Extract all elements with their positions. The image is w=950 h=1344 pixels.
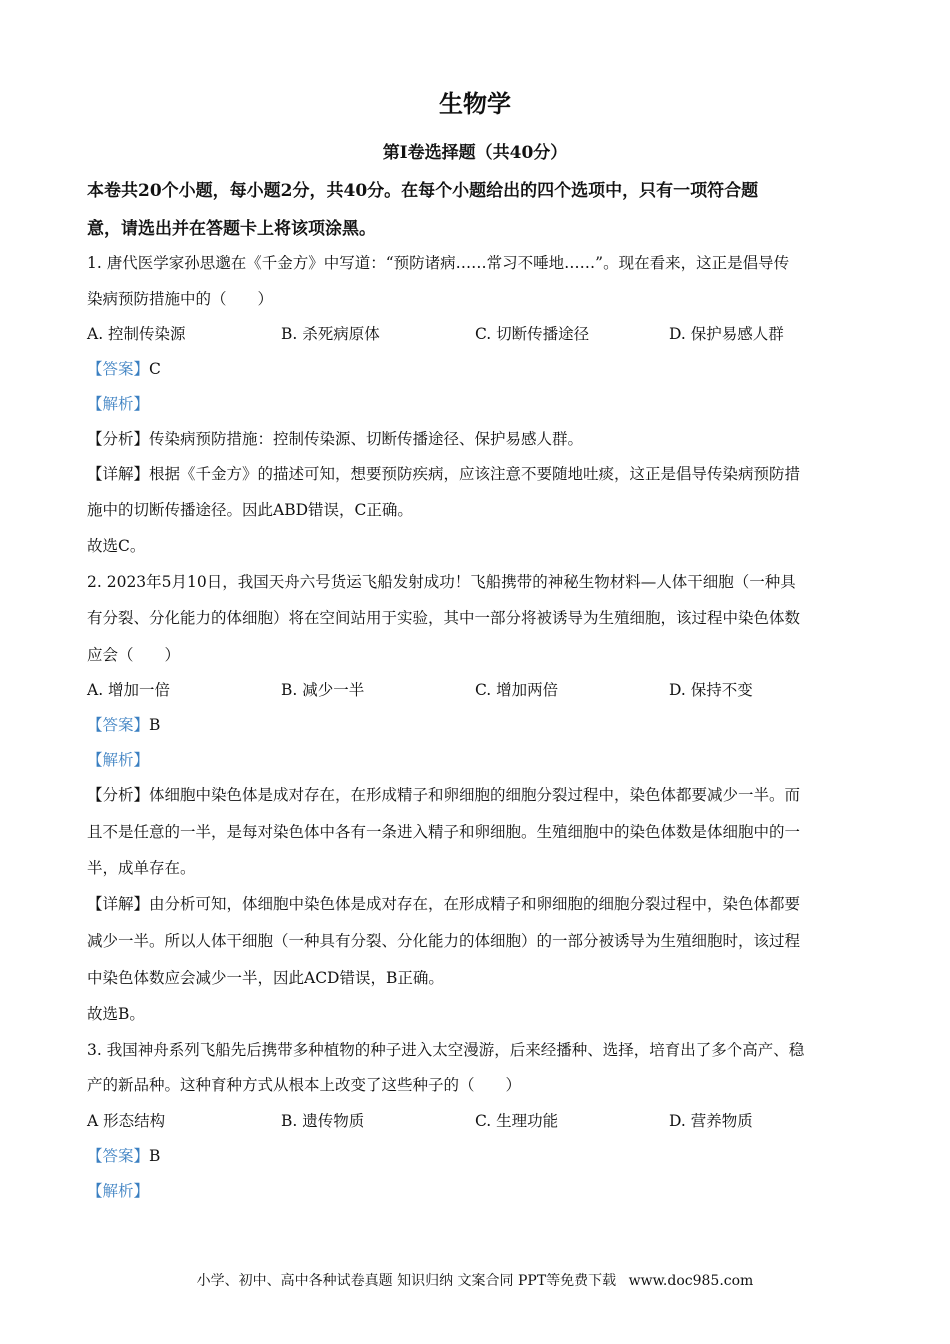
answer-tag: 【答案】 [87, 716, 150, 734]
q1-option-c: C. 切断传播途径 [475, 325, 590, 343]
q2-option-d: D. 保持不变 [669, 681, 753, 699]
q2-option-c: C. 增加两倍 [475, 681, 559, 699]
q3-jiexi [87, 1179, 149, 1201]
section-title: 第I卷选择题（共40分） [382, 143, 568, 163]
q1-analysis [87, 427, 583, 449]
footer-promo-text: 小学、初中、高中各种试卷真题 知识归纳 文案合同 PPT等免费下载 [196, 1273, 617, 1289]
answer-tag: 【答案】 [87, 360, 150, 378]
q3-option-a: A 形态结构 [87, 1112, 166, 1130]
q1-jiexi [87, 392, 149, 414]
q3-answer [87, 1144, 160, 1166]
q2-answer [87, 713, 160, 735]
q2-stem-line-3: 应会（ ） [87, 646, 181, 664]
q2-conclusion: 故选B。 [87, 1005, 145, 1023]
q1-option-d: D. 保护易感人群 [669, 325, 784, 343]
fenxi-tag: 【分析】 [87, 430, 150, 448]
q3-answer-value: B [149, 1147, 161, 1165]
q2-detail-line-3: 中染色体数应会减少一半，因此ACD错误，B正确。 [87, 969, 444, 987]
xiangjie-tag: 【详解】 [87, 465, 150, 483]
q2-analysis-line-2: 且不是任意的一半，是每对染色体中各有一条进入精子和卵细胞。生殖细胞中的染色体数是体细胞中的一 [87, 823, 801, 841]
q3-stem-line-1: 3. 我国神舟系列飞船先后携带多种植物的种子进入太空漫游，后来经播种、选择，培育出了多个高产、稳 [87, 1041, 805, 1059]
q2-analysis-line-1 [87, 783, 800, 805]
fenxi-tag: 【分析】 [87, 786, 150, 804]
jiexi-tag: 【解析】 [87, 395, 150, 413]
q1-detail-line-2: 施中的切断传播途径。因此ABD错误，C正确。 [87, 501, 413, 519]
q1-stem-line-2: 染病预防措施中的（ ） [87, 290, 274, 308]
q1-answer [87, 357, 161, 379]
q2-detail-text-1: 由分析可知，体细胞中染色体是成对存在，在形成精子和卵细胞的细胞分裂过程中，染色体都要 [149, 895, 801, 913]
q3-option-d: D. 营养物质 [669, 1112, 753, 1130]
q1-conclusion: 故选C。 [87, 537, 146, 555]
q3-option-b: B. 遗传物质 [281, 1112, 365, 1130]
q2-answer-value: B [149, 716, 161, 734]
page-footer [0, 1270, 950, 1290]
jiexi-tag: 【解析】 [87, 751, 150, 769]
q1-option-a: A. 控制传染源 [87, 325, 186, 343]
jiexi-tag: 【解析】 [87, 1182, 150, 1200]
q2-detail-line-2: 减少一半。所以人体干细胞（一种具有分裂、分化能力的体细胞）的一部分被诱导为生殖细胞时，该过程 [87, 932, 801, 950]
q2-option-b: B. 减少一半 [281, 681, 365, 699]
q2-detail-line-1 [87, 892, 800, 914]
q1-analysis-text: 传染病预防措施：控制传染源、切断传播途径、保护易感人群。 [149, 430, 584, 448]
q1-answer-value: C [149, 360, 161, 378]
q2-stem-line-1: 2. 2023年5月10日，我国天舟六号货运飞船发射成功！飞船携带的神秘生物材料—人体干细胞（一种具 [87, 573, 796, 591]
instructions-line-1: 本卷共20个小题，每小题2分，共40分。在每个小题给出的四个选项中，只有一项符合题 [87, 181, 759, 201]
q1-detail-text-1: 根据《千金方》的描述可知，想要预防疾病，应该注意不要随地吐痰，这正是倡导传染病预防措 [149, 465, 801, 483]
q2-analysis-line-3: 半，成单存在。 [87, 859, 196, 877]
q2-jiexi [87, 748, 149, 770]
q1-stem-line-1: 1. 唐代医学家孙思邈在《千金方》中写道：“预防诸病……常习不唾地……”。现在看来，这正是倡导传 [87, 254, 790, 272]
footer-website-link[interactable]: www.doc985.com [628, 1273, 754, 1289]
q2-stem-line-2: 有分裂、分化能力的体细胞）将在空间站用于实验，其中一部分将被诱导为生殖细胞，该过程中染色体数 [87, 609, 801, 627]
xiangjie-tag: 【详解】 [87, 895, 150, 913]
page-title: 生物学 [439, 89, 511, 118]
q1-option-b: B. 杀死病原体 [281, 325, 380, 343]
q2-option-a: A. 增加一倍 [87, 681, 171, 699]
q3-stem-line-2: 产的新品种。这种育种方式从根本上改变了这些种子的（ ） [87, 1076, 522, 1094]
q2-analysis-text-1: 体细胞中染色体是成对存在，在形成精子和卵细胞的细胞分裂过程中，染色体都要减少一半。而 [149, 786, 801, 804]
instructions-line-2: 意，请选出并在答题卡上将该项涂黑。 [87, 219, 376, 239]
q1-detail-line-1 [87, 462, 800, 484]
q3-option-c: C. 生理功能 [475, 1112, 559, 1130]
answer-tag: 【答案】 [87, 1147, 150, 1165]
